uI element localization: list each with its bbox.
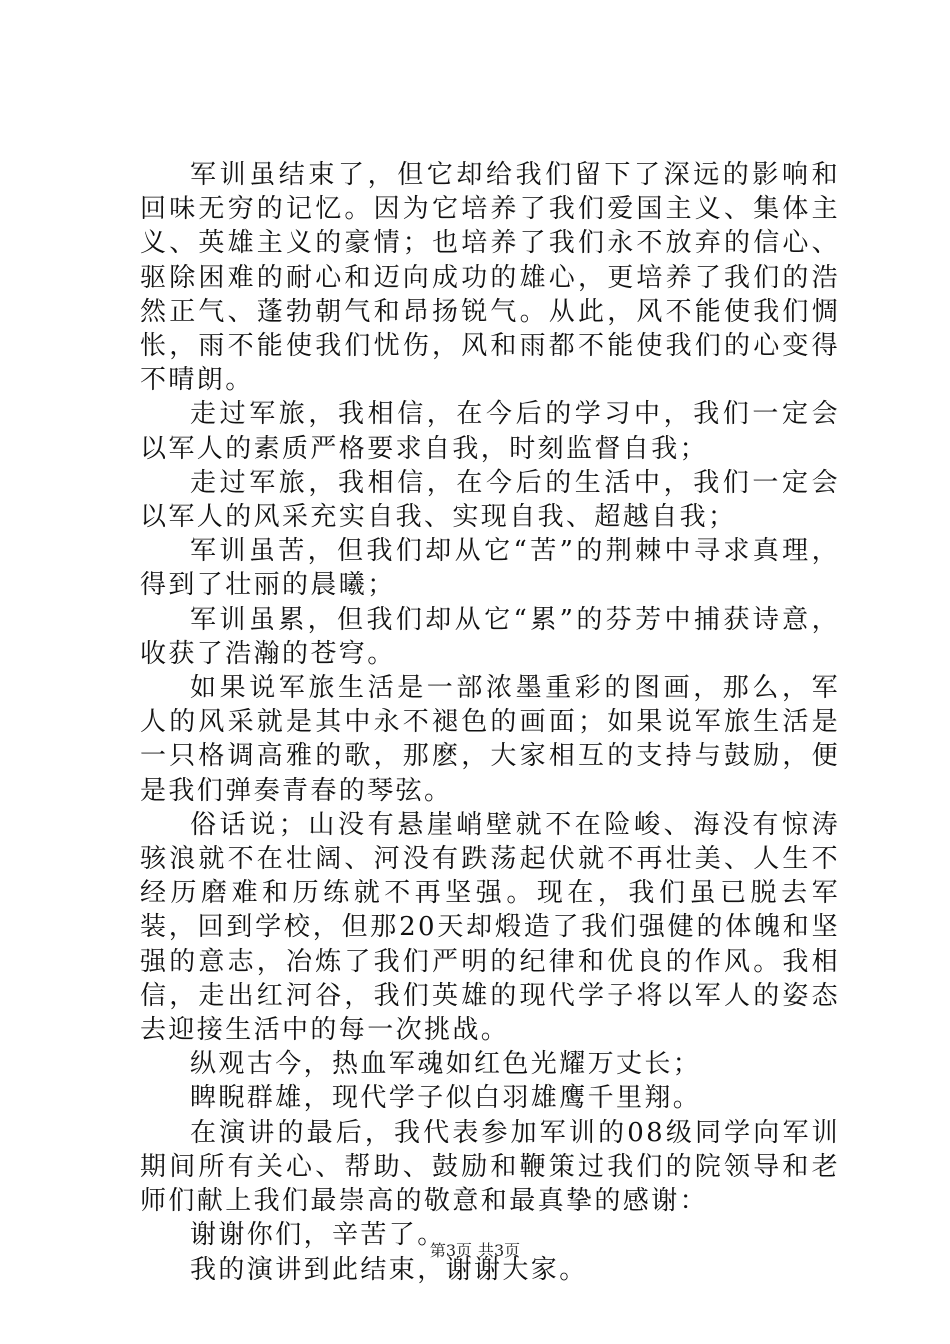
paragraph-1: 军训虽结束了，但它却给我们留下了深远的影响和回味无穷的记忆。因为它培养了我们爱国主义、集体主义、英雄主义的豪情；也培养了我们永不放弃的信心、驱除困难的耐心和迈向成功的雄心，更培养了我们的浩然正气、蓬勃朝气和昂扬锐气。从此，风不能使我们惆怅，雨不能使我们忧伤，风和雨都不能使我们的心变得不晴朗。 [140,160,840,396]
paragraph-5: 军训虽累，但我们却从它“累”的芬芳中捕获诗意，收获了浩瀚的苍穹。 [140,604,840,669]
paragraph-4: 军训虽苦，但我们却从它“苦”的荆棘中寻求真理，得到了壮丽的晨曦； [140,536,840,601]
paragraph-6: 如果说军旅生活是一部浓墨重彩的图画，那么，军人的风采就是其中永不褪色的画面；如果说军旅生活是一只格调高雅的歌，那麽，大家相互的支持与鼓励，便是我们弹奏青春的琴弦。 [140,673,840,806]
paragraph-12: 我的演讲到此结束，谢谢大家。 [190,1254,588,1285]
page-total: 共3页 [478,1241,521,1260]
page-footer [0,1241,950,1261]
paragraph-3: 走过军旅，我相信，在今后的生活中，我们一定会以军人的风采充实自我、实现自我、超越自我； [140,467,840,533]
paragraph-10: 在演讲的最后，我代表参加军训的08级同学向军训期间所有关心、帮助、鼓励和鞭策过我们的院领导和老师们献上我们最崇高的敬意和最真挚的感谢： [140,1117,840,1217]
paragraph-7: 俗话说；山没有悬崖峭壁就不在险峻、海没有惊涛骇浪就不在壮阔、河没有跌荡起伏就不再壮美、人生不经历磨难和历练就不再坚强。现在，我们虽已脱去军装，回到学校，但那20天却煅造了我们强健的体魄和坚强的意志，冶炼了我们严明的纪律和优良的作风。我相信，走出红河谷，我们英雄的现代学子将以军人的姿态去迎接生活中的每一次挑战。 [140,809,840,1046]
document-body [140,158,840,1287]
paragraph-9: 睥睨群雄，现代学子似白羽雄鹰千里翔。 [190,1083,702,1114]
paragraph-11: 谢谢你们，辛苦了。 [190,1220,446,1251]
page-number: 第3页 [429,1241,472,1260]
paragraph-8: 纵观古今，热血军魂如红色光耀万丈长； [190,1049,702,1080]
paragraph-2: 走过军旅，我相信，在今后的学习中，我们一定会以军人的素质严格要求自我，时刻监督自我； [140,399,840,464]
